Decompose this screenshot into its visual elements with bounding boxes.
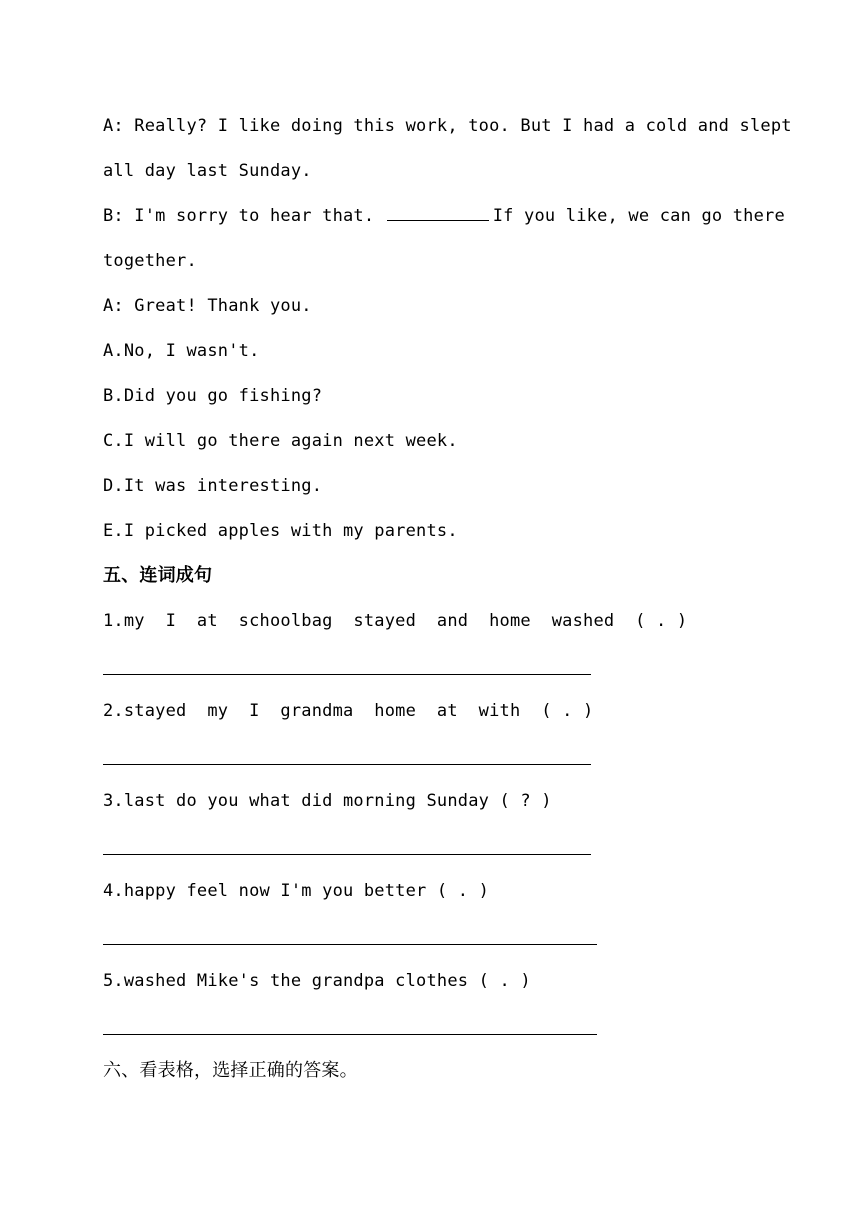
dialogue-line-a-final: A: Great! Thank you. bbox=[103, 296, 312, 316]
option-b: B.Did you go fishing? bbox=[103, 386, 323, 406]
option-d: D.It was interesting. bbox=[103, 476, 323, 496]
dialogue-line-a2: all day last Sunday. bbox=[103, 161, 312, 181]
answer-line-2[interactable] bbox=[103, 764, 591, 765]
answer-line-3[interactable] bbox=[103, 854, 591, 855]
sentence-item-1: 1.my I at schoolbag stayed and home washed ( . ) bbox=[103, 611, 688, 631]
dialogue-blank[interactable] bbox=[387, 204, 489, 221]
answer-line-5[interactable] bbox=[103, 1034, 597, 1035]
option-c: C.I will go there again next week. bbox=[103, 431, 458, 451]
dialogue-line-a1: A: Really? I like doing this work, too. But I had a cold and slept bbox=[103, 116, 792, 136]
sentence-item-2: 2.stayed my I grandma home at with ( . ) bbox=[103, 701, 594, 721]
section6-heading: 六、看表格，选择正确的答案。 bbox=[103, 1060, 358, 1081]
sentence-item-4: 4.happy feel now I'm you better ( . ) bbox=[103, 881, 490, 901]
section5-heading: 五、连词成句 bbox=[103, 565, 213, 586]
option-e: E.I picked apples with my parents. bbox=[103, 521, 458, 541]
sentence-item-5: 5.washed Mike's the grandpa clothes ( . ) bbox=[103, 971, 531, 991]
answer-line-1[interactable] bbox=[103, 674, 591, 675]
dialogue-b-after: If you like, we can go there bbox=[492, 206, 785, 226]
dialogue-line-b2: together. bbox=[103, 251, 197, 271]
option-a: A.No, I wasn't. bbox=[103, 341, 260, 361]
dialogue-line-b1 bbox=[103, 204, 785, 228]
sentence-item-3: 3.last do you what did morning Sunday ( ? ) bbox=[103, 791, 552, 811]
dialogue-b-before: B: I'm sorry to hear that. bbox=[103, 206, 375, 226]
answer-line-4[interactable] bbox=[103, 944, 597, 945]
